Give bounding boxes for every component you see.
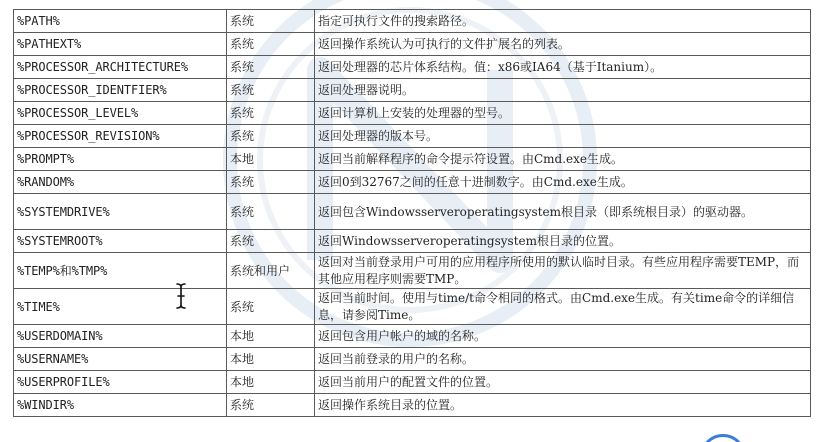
- variable-type-cell: 系统: [227, 171, 315, 194]
- variable-type-cell: 系统: [227, 56, 315, 79]
- table-row: [14, 33, 811, 56]
- table-row: [14, 171, 811, 194]
- table-row: [14, 394, 811, 417]
- variable-name-cell: %PROCESSOR_REVISION%: [14, 125, 227, 148]
- variable-description-cell: 返回处理器的版本号。: [315, 125, 811, 148]
- table-row: [14, 371, 811, 394]
- variable-type-cell: 本地: [227, 371, 315, 394]
- variable-description-cell: 返回Windowsserveroperatingsystem根目录的位置。: [315, 230, 811, 253]
- variable-name-cell: %PROCESSOR_LEVEL%: [14, 102, 227, 125]
- variable-description-cell: 返回处理器的芯片体系结构。值：x86或IA64（基于Itanium）。: [315, 56, 811, 79]
- variable-type-cell: 系统: [227, 230, 315, 253]
- variable-type-cell: 系统和用户: [227, 253, 315, 289]
- variable-type-cell: 系统: [227, 194, 315, 230]
- variable-name-cell: %PATHEXT%: [14, 33, 227, 56]
- table-row: [14, 348, 811, 371]
- variable-description-cell: 返回当前登录的用户的名称。: [315, 348, 811, 371]
- variable-description-cell: 返回0到32767之间的任意十进制数字。由Cmd.exe生成。: [315, 171, 811, 194]
- text-cursor-icon: [173, 282, 189, 310]
- variable-description-cell: 返回处理器说明。: [315, 79, 811, 102]
- table-row: [14, 148, 811, 171]
- variable-name-cell: %SYSTEMROOT%: [14, 230, 227, 253]
- variable-name-cell: %TIME%: [14, 289, 227, 325]
- variable-name-cell: %SYSTEMDRIVE%: [14, 194, 227, 230]
- table-row: [14, 102, 811, 125]
- table-row: [14, 325, 811, 348]
- variable-type-cell: 系统: [227, 289, 315, 325]
- variable-description-cell: 返回当前时间。使用与time/t命令相同的格式。由Cmd.exe生成。有关time命令的详细信息，请参阅Time。: [315, 289, 811, 325]
- variable-name-cell: %WINDIR%: [14, 394, 227, 417]
- variable-type-cell: 本地: [227, 348, 315, 371]
- variable-description-cell: 返回对当前登录用户可用的应用程序所使用的默认临时目录。有些应用程序需要TEMP，而其他应用程序则需要TMP。: [315, 253, 811, 289]
- variable-type-cell: 本地: [227, 148, 315, 171]
- variable-type-cell: 系统: [227, 125, 315, 148]
- table-row: [14, 56, 811, 79]
- environment-variables-table: [13, 9, 811, 417]
- variable-name-cell: %RANDOM%: [14, 171, 227, 194]
- table-row: [14, 10, 811, 33]
- variable-name-cell: %TEMP%和%TMP%: [14, 253, 227, 289]
- variable-name-cell: %USERDOMAIN%: [14, 325, 227, 348]
- variable-type-cell: 本地: [227, 325, 315, 348]
- table-row: [14, 253, 811, 289]
- variable-name-cell: %PROMPT%: [14, 148, 227, 171]
- variable-name-cell: %PATH%: [14, 10, 227, 33]
- variable-description-cell: 返回包含用户帐户的域的名称。: [315, 325, 811, 348]
- variable-type-cell: 系统: [227, 10, 315, 33]
- corner-logo-fragment: [700, 434, 746, 442]
- table-row: [14, 125, 811, 148]
- variable-description-cell: 返回操作系统目录的位置。: [315, 394, 811, 417]
- variable-type-cell: 系统: [227, 394, 315, 417]
- variable-type-cell: 系统: [227, 33, 315, 56]
- table-row: [14, 79, 811, 102]
- variable-name-cell: %USERNAME%: [14, 348, 227, 371]
- variable-name-cell: %USERPROFILE%: [14, 371, 227, 394]
- variable-name-cell: %PROCESSOR_IDENTFIER%: [14, 79, 227, 102]
- variable-description-cell: 返回包含Windowsserveroperatingsystem根目录（即系统根目录）的驱动器。: [315, 194, 811, 230]
- table-row: [14, 289, 811, 325]
- variable-description-cell: 返回当前用户的配置文件的位置。: [315, 371, 811, 394]
- variable-name-cell: %PROCESSOR_ARCHITECTURE%: [14, 56, 227, 79]
- table-row: [14, 230, 811, 253]
- table-row: [14, 194, 811, 230]
- variable-type-cell: 系统: [227, 102, 315, 125]
- variable-type-cell: 系统: [227, 79, 315, 102]
- variable-description-cell: 指定可执行文件的搜索路径。: [315, 10, 811, 33]
- variable-description-cell: 返回当前解释程序的命令提示符设置。由Cmd.exe生成。: [315, 148, 811, 171]
- variable-description-cell: 返回操作系统认为可执行的文件扩展名的列表。: [315, 33, 811, 56]
- variable-description-cell: 返回计算机上安装的处理器的型号。: [315, 102, 811, 125]
